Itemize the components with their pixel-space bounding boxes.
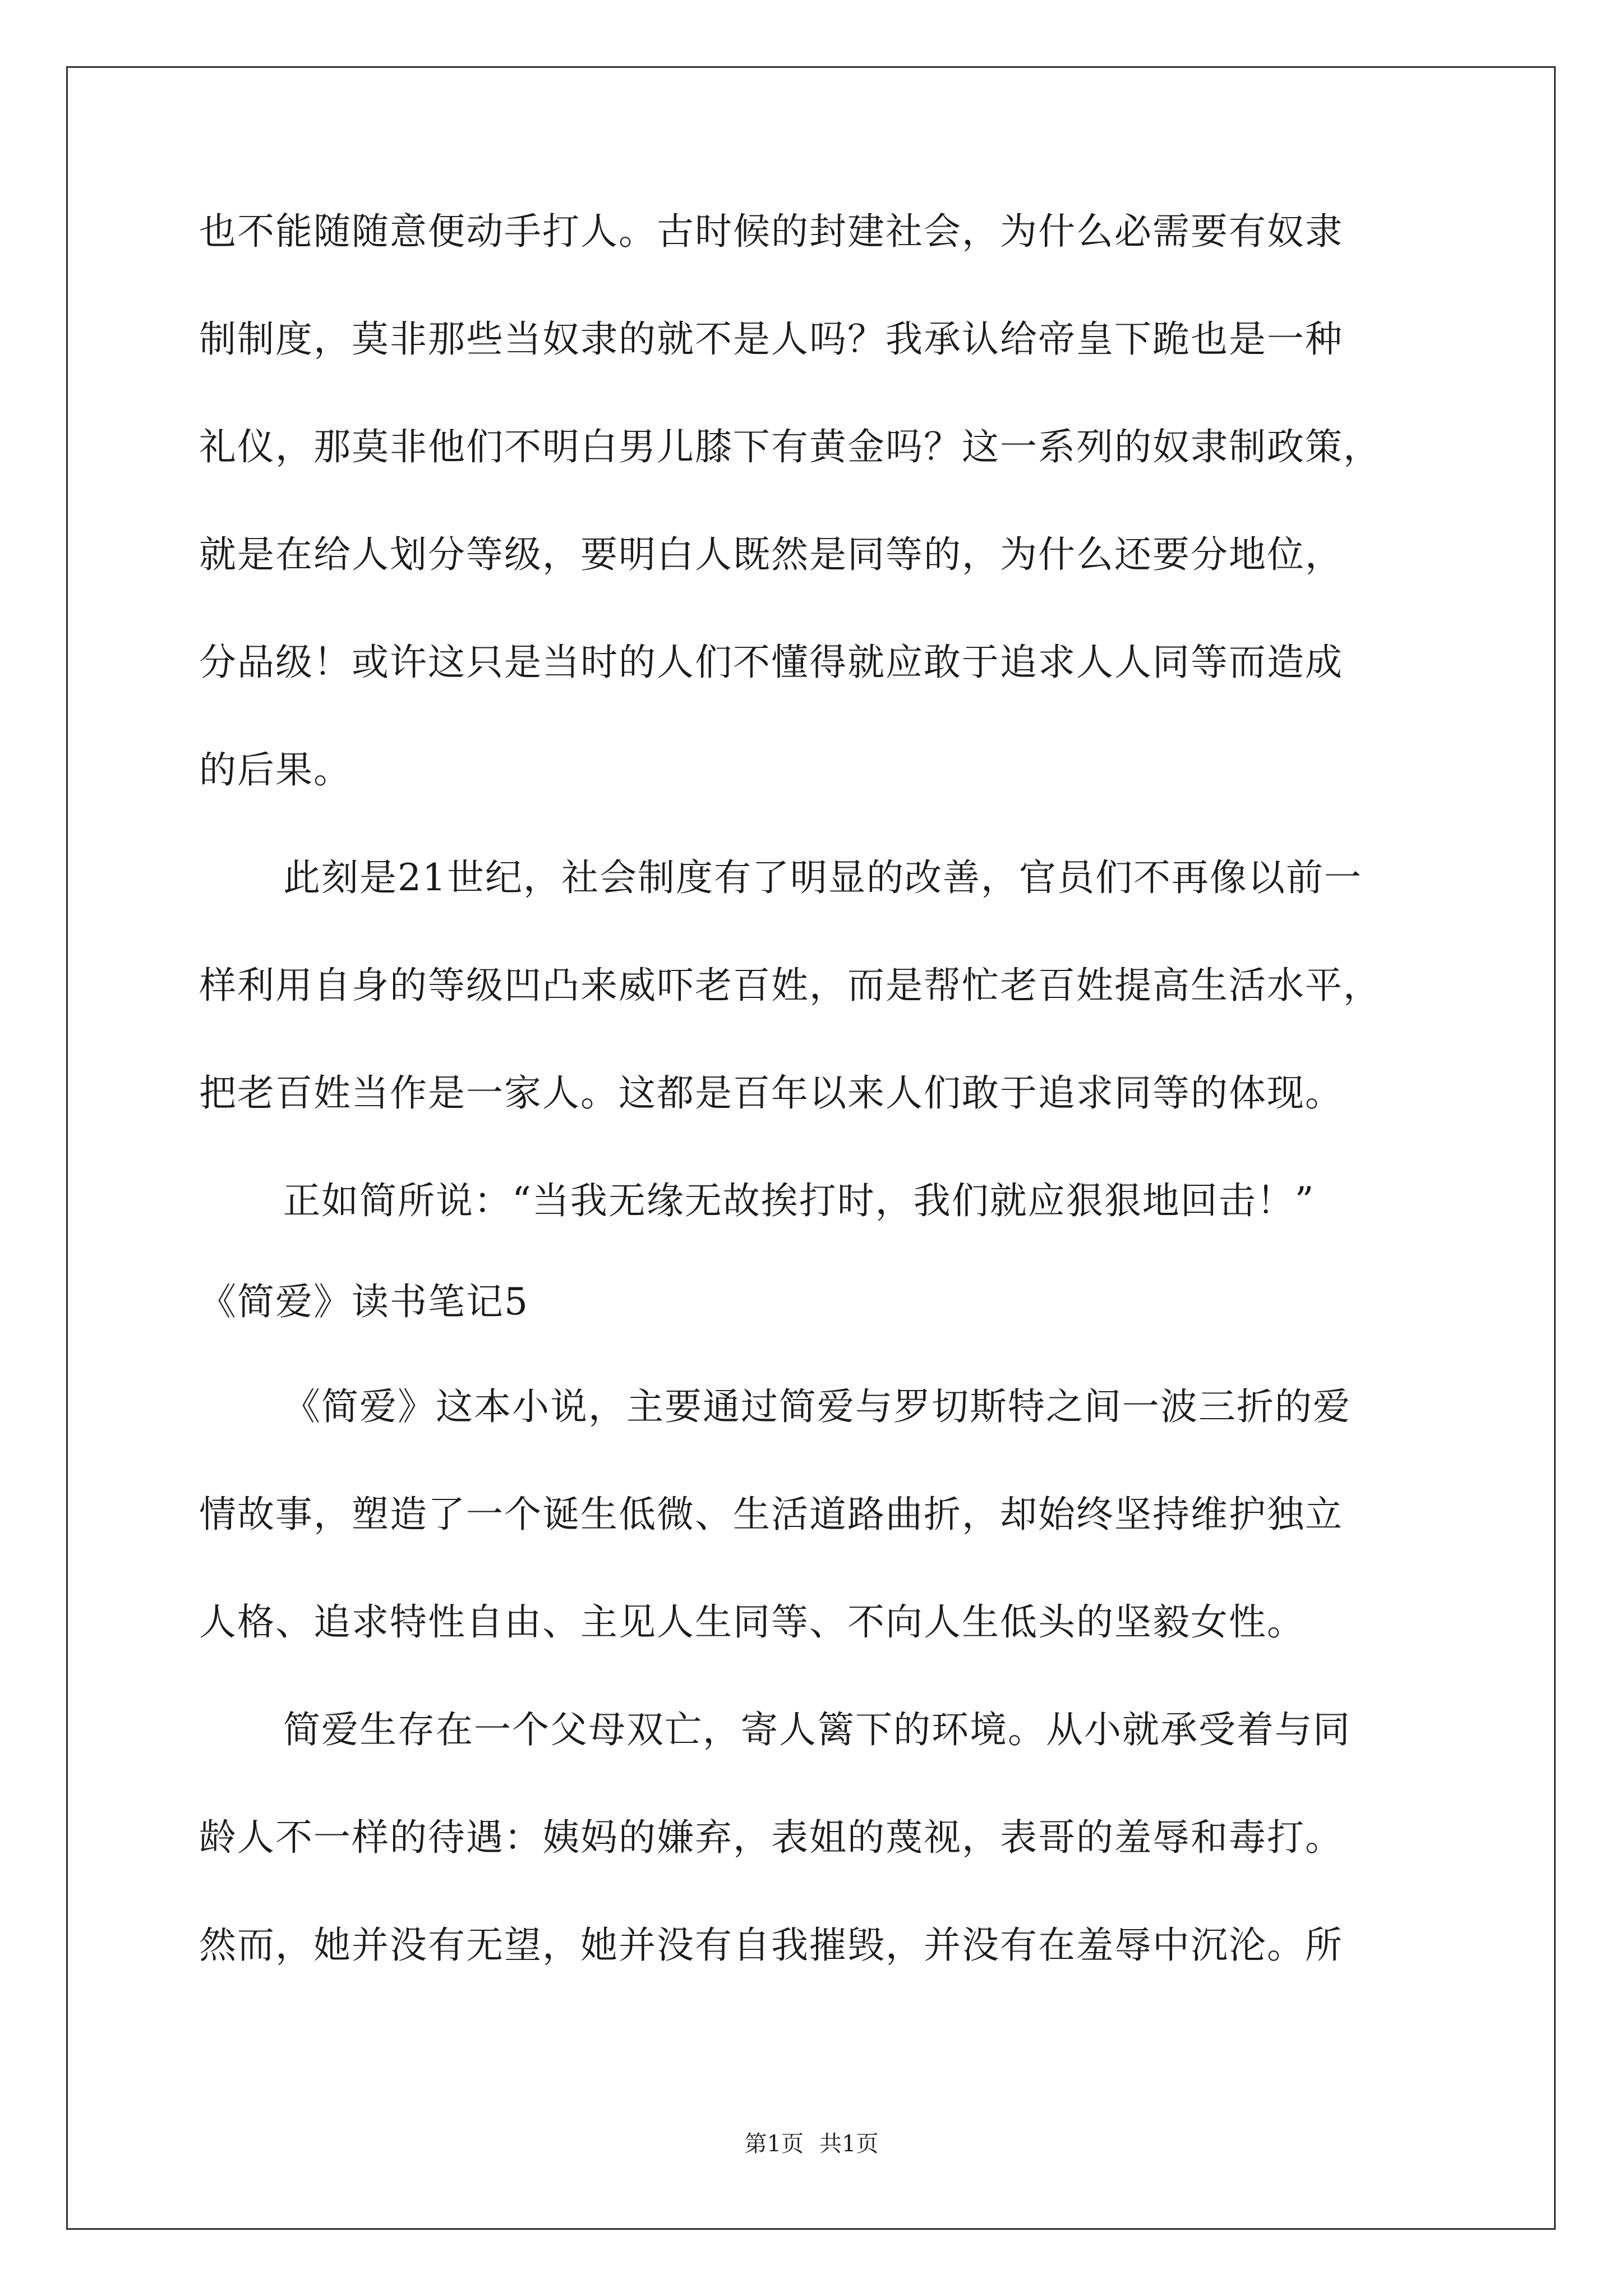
text-line: 就是在给人划分等级，要明白人既然是同等的，为什么还要分地位，	[199, 533, 1343, 576]
paragraph-start-line: 《简爱》这本小说，主要通过简爱与罗切斯特之间一波三折的爱	[283, 1385, 1351, 1428]
page-footer	[0, 2133, 1623, 2155]
text-line: 也不能随随意便动手打人。古时候的封建社会，为什么必需要有奴隶	[199, 210, 1343, 253]
text-line: 制制度，莫非那些当奴隶的就不是人吗？我承认给帝皇下跪也是一种	[199, 318, 1343, 361]
page-number-current: 第1页	[744, 2131, 804, 2157]
page-border	[66, 66, 1556, 2230]
paragraph-start-line: 简爱生存在一个父母双亡，寄人篱下的环境。从小就承受着与同	[283, 1708, 1351, 1751]
paragraph-start-line: 此刻是21世纪，社会制度有了明显的改善，官员们不再像以前一	[283, 856, 1362, 899]
text-line: 样利用自身的等级凹凸来威吓老百姓，而是帮忙老百姓提高生活水平，	[199, 964, 1381, 1007]
text-line: 龄人不一样的待遇：姨妈的嫌弃，表姐的蔑视，表哥的羞辱和毒打。	[199, 1816, 1343, 1859]
text-line: 把老百姓当作是一家人。这都是百年以来人们敢于追求同等的体现。	[199, 1071, 1343, 1115]
text-line: 人格、追求特性自由、主见人生同等、不向人生低头的坚毅女性。	[199, 1600, 1305, 1644]
paragraph-start-line: 正如简所说：“当我无缘无故挨打时，我们就应狠狠地回击！”	[283, 1179, 1315, 1222]
page-number-total: 共1页	[819, 2131, 879, 2157]
text-line: 的后果。	[199, 748, 352, 792]
section-heading: 《简爱》读书笔记5	[199, 1280, 529, 1323]
text-line: 然而，她并没有无望，她并没有自我摧毁，并没有在羞辱中沉沦。所	[199, 1924, 1343, 1967]
text-line: 情故事，塑造了一个诞生低微、生活道路曲折，却始终坚持维护独立	[199, 1493, 1343, 1536]
text-line: 礼仪，那莫非他们不明白男儿膝下有黄金吗？这一系列的奴隶制政策，	[199, 425, 1381, 468]
text-line: 分品级！或许这只是当时的人们不懂得就应敢于追求人人同等而造成	[199, 641, 1343, 684]
